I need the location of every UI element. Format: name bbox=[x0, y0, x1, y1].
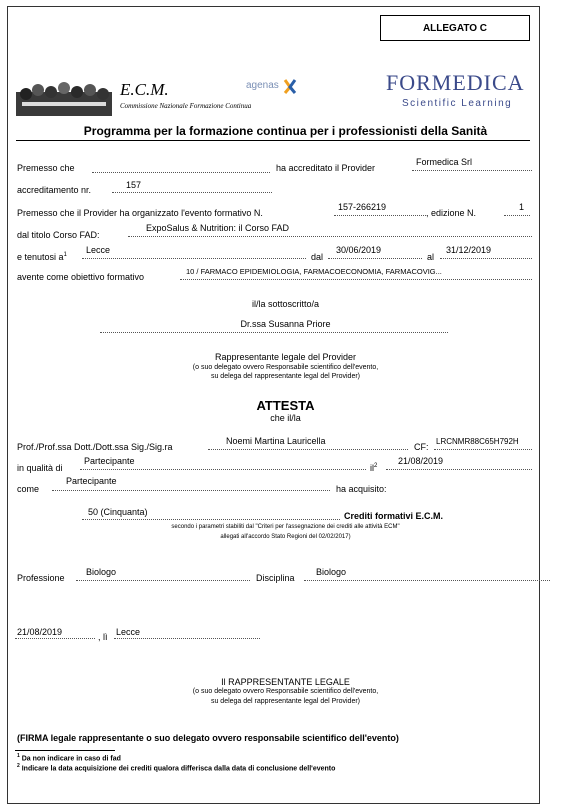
luogo-value: Lecce bbox=[86, 245, 111, 255]
luogo-firma-field bbox=[114, 638, 260, 639]
ecm-logo-text: E.C.M. bbox=[120, 80, 169, 99]
cf-value: LRCNMR88C65H792H bbox=[436, 437, 519, 446]
footnote-ref-1: 1 bbox=[63, 252, 67, 258]
title-underline bbox=[16, 140, 530, 141]
accreditamento-field bbox=[112, 192, 272, 193]
cf-field bbox=[434, 449, 532, 450]
footnote-ref-2: 2 bbox=[374, 463, 378, 469]
rappresentante-sub1: (o suo delegato ovvero Responsabile scientifico dell'evento, bbox=[192, 364, 379, 371]
obiettivo-value: 10 / FARMACO EPIDEMIOLOGIA, FARMACOECONOMIA, FARMACOVIG... bbox=[186, 267, 442, 276]
crediti-value: 50 (Cinquanta) bbox=[88, 507, 148, 517]
come-field bbox=[52, 490, 330, 491]
label-disciplina: Disciplina bbox=[256, 573, 295, 583]
footnote-2-num: 2 bbox=[17, 763, 20, 769]
footnote-1-num: 1 bbox=[17, 753, 20, 759]
label-ha-acquisito: ha acquisito: bbox=[336, 484, 387, 494]
provider-value: Formedica Srl bbox=[416, 157, 473, 167]
firma-note: (FIRMA legale rappresentante o suo delegato ovvero responsabile scientifico dell'evento) bbox=[17, 733, 399, 743]
disciplina-value: Biologo bbox=[316, 567, 347, 577]
il-text: il bbox=[370, 463, 374, 473]
data-al-field bbox=[440, 258, 532, 259]
secondo-parametri: secondo i parametri stabiliti dal "Criteri per l'assegnazione dei crediti alle attività ECM" bbox=[171, 524, 400, 530]
qualita-field bbox=[80, 469, 366, 470]
disciplina-field bbox=[304, 580, 550, 581]
label-premesso-provider: Premesso che il Provider ha organizzato l'evento formativo N. bbox=[17, 208, 263, 218]
formedica-tagline: Scientific Learning bbox=[402, 98, 513, 109]
ecm-logo-subtitle: Commissione Nazionale Formazione Continua bbox=[120, 102, 252, 110]
luogo-field bbox=[82, 258, 306, 259]
come-value: Partecipante bbox=[66, 476, 117, 486]
label-dal: dal bbox=[311, 252, 324, 262]
allegati-accordo: allegati all'accordo Stato Regioni del 02/02/2017) bbox=[220, 534, 351, 540]
label-li: , lì bbox=[98, 632, 108, 642]
label-obiettivo: avente come obiettivo formativo bbox=[17, 272, 145, 282]
data-al-value: 31/12/2019 bbox=[446, 245, 492, 255]
agenas-logo bbox=[246, 80, 306, 96]
document-title: Programma per la formazione continua per i professionisti della Sanità bbox=[83, 124, 488, 138]
professione-field bbox=[76, 580, 250, 581]
formedica-logo-text: FORMEDICA bbox=[386, 70, 525, 95]
data-il-field bbox=[386, 469, 532, 470]
partecipante-nome-value: Noemi Martina Lauricella bbox=[226, 436, 326, 446]
data-dal-field bbox=[328, 258, 422, 259]
e-tenutosi-text: e tenutosi a bbox=[17, 252, 64, 262]
qualita-value: Partecipante bbox=[84, 456, 135, 466]
label-come: come bbox=[17, 484, 40, 494]
label-crediti-formativi: Crediti formativi E.C.M. bbox=[344, 511, 444, 521]
luogo-firma-value: Lecce bbox=[116, 627, 141, 637]
data-firma-value: 21/08/2019 bbox=[17, 627, 63, 637]
premesso-che-field bbox=[92, 172, 270, 173]
agenas-mark-icon bbox=[282, 78, 298, 94]
sottoscritto-field bbox=[100, 332, 448, 333]
data-firma-field bbox=[15, 638, 95, 639]
rappresentante-sub2: su delega del rappresentante legal del Provider) bbox=[210, 373, 361, 380]
evento-n-field bbox=[334, 215, 426, 216]
data-il-value: 21/08/2019 bbox=[398, 456, 444, 466]
label-e-tenutosi bbox=[17, 252, 67, 262]
rappresentante-footer-sub1: (o suo delegato ovvero Responsabile scientifico dell'evento, bbox=[192, 688, 379, 695]
label-rappresentante: Rappresentante legale del Provider bbox=[214, 352, 357, 362]
il-rappresentante-legale: Il RAPPRESENTANTE LEGALE bbox=[221, 677, 350, 687]
partecipante-nome-field bbox=[208, 449, 408, 450]
label-al: al bbox=[427, 252, 435, 262]
professione-value: Biologo bbox=[86, 567, 117, 577]
edizione-value: 1 bbox=[519, 202, 525, 212]
label-sottoscritto: il/la sottoscritto/a bbox=[251, 299, 320, 309]
titolo-corso-field bbox=[128, 236, 532, 237]
ecm-portrait-figures bbox=[16, 74, 112, 116]
footnote-2 bbox=[17, 763, 335, 772]
footnote-divider bbox=[15, 750, 115, 751]
obiettivo-field bbox=[180, 279, 532, 280]
evento-n-value: 157-266219 bbox=[338, 202, 387, 212]
edizione-field bbox=[504, 215, 530, 216]
footnote-1-text: Da non indicare in caso di fad bbox=[21, 755, 121, 763]
label-dal-titolo: dal titolo Corso FAD: bbox=[17, 230, 100, 240]
allegato-box: ALLEGATO C bbox=[380, 15, 530, 41]
provider-field bbox=[412, 170, 532, 171]
crediti-field bbox=[82, 519, 340, 520]
formedica-logo bbox=[386, 70, 530, 114]
label-prof: Prof./Prof.ssa Dott./Dott.ssa Sig./Sig.ra bbox=[17, 442, 173, 452]
attesta-heading: ATTESTA bbox=[256, 398, 315, 413]
label-cf: CF: bbox=[414, 442, 429, 452]
label-edizione: , edizione N. bbox=[426, 208, 477, 218]
agenas-logo-text: agenas bbox=[246, 80, 279, 91]
label-professione: Professione bbox=[17, 573, 65, 583]
footnote-1 bbox=[17, 753, 121, 762]
label-ha-accreditato: ha accreditato il Provider bbox=[276, 163, 376, 173]
accreditamento-value: 157 bbox=[126, 180, 142, 190]
rappresentante-footer-sub2: su delega del rappresentante legal del Provider) bbox=[210, 698, 361, 705]
label-il bbox=[370, 463, 377, 473]
che-il-la: che il/la bbox=[270, 413, 301, 423]
label-accreditamento: accreditamento nr. bbox=[17, 185, 92, 195]
titolo-corso-value: ExpoSalus & Nutrition: il Corso FAD bbox=[146, 223, 290, 233]
data-dal-value: 30/06/2019 bbox=[336, 245, 382, 255]
label-premesso-che: Premesso che bbox=[17, 163, 75, 173]
footnote-2-text: Indicare la data acquisizione dei crediti qualora differisca dalla data di conclusione dell'evento bbox=[21, 765, 336, 773]
label-in-qualita: in qualità di bbox=[17, 463, 63, 473]
sottoscritto-value: Dr.ssa Susanna Priore bbox=[240, 319, 331, 329]
